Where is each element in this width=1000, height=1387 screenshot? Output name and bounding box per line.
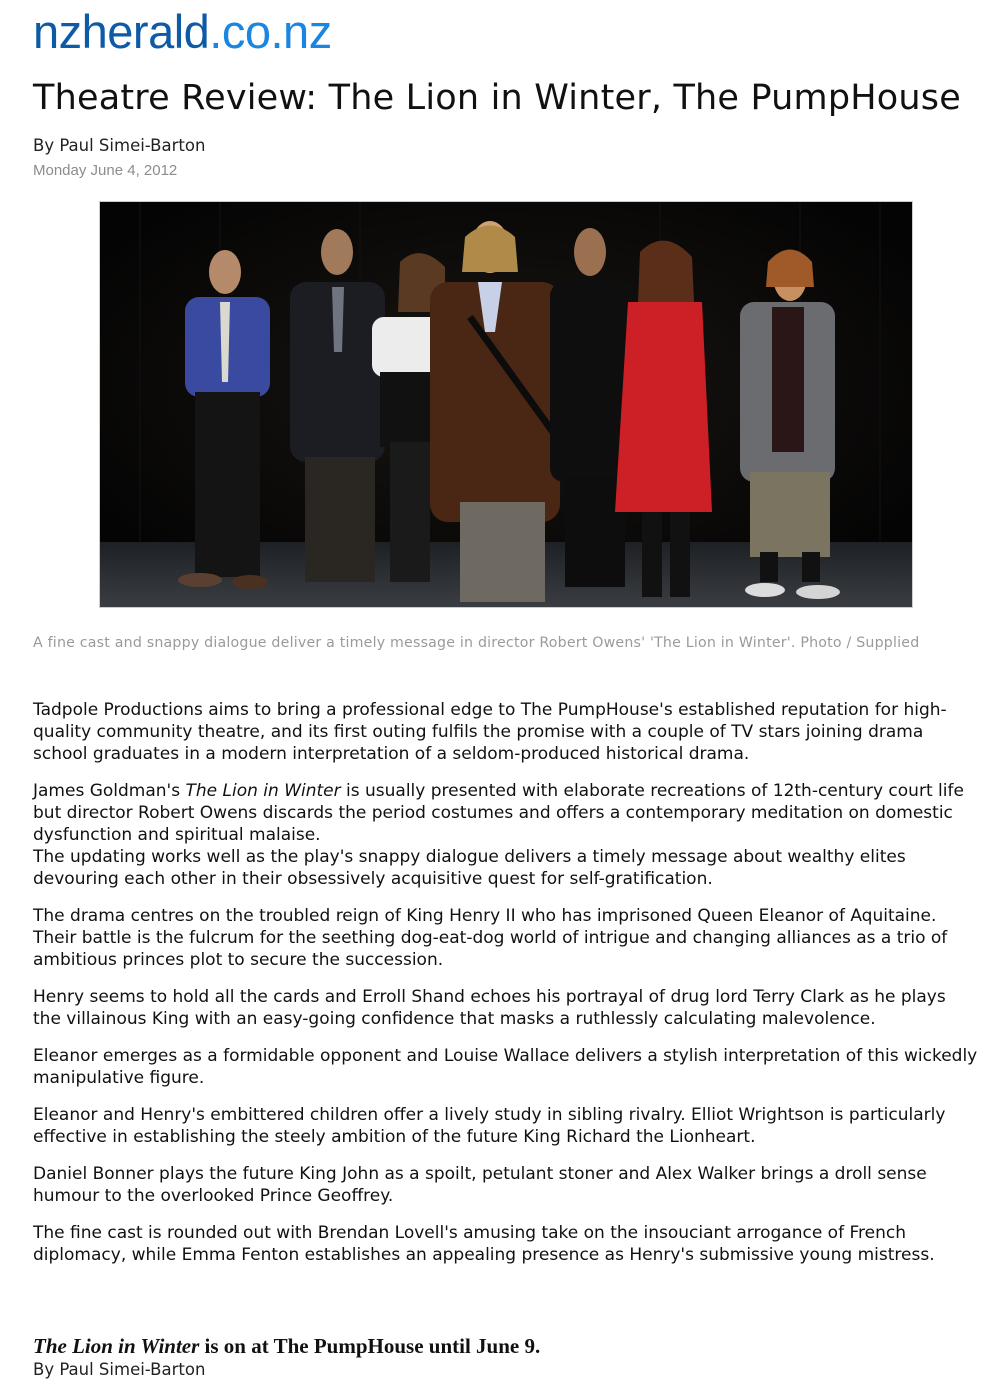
paragraph-text: is usually presented with elaborate recreations of 12th-century court life but director Robert Owens discards the period costumes and offers a contemporary meditation on domestic dysfunction and spiritual malaise. xyxy=(33,781,964,845)
article-byline: By Paul Simei-Barton xyxy=(33,136,206,155)
show-dates: is on at The PumpHouse until June 9. xyxy=(199,1334,541,1358)
play-title: The Lion in Winter xyxy=(185,781,341,801)
article-paragraph xyxy=(33,780,978,846)
cast-photo-illustration xyxy=(100,202,912,607)
article-paragraph: The fine cast is rounded out with Brendan Lovell's amusing take on the insouciant arrogance of French diplomacy, while Emma Fenton establishes an appealing presence as Henry's submissive young mistress. xyxy=(33,1223,935,1265)
article-paragraph: The updating works well as the play's snappy dialogue delivers a timely message about wealthy elites devouring each other in their obsessively acquisitive quest for self-gratification. xyxy=(33,847,906,889)
article-paragraph: Eleanor emerges as a formidable opponent and Louise Wallace delivers a stylish interpretation of this wickedly manipulative figure. xyxy=(33,1046,978,1088)
article-date: Monday June 4, 2012 xyxy=(33,162,178,179)
logo-brand: nzherald xyxy=(33,5,210,58)
article-paragraph: Eleanor and Henry's embittered children offer a lively study in sibling rivalry. Elliot Wrightson is particularly effective in establishing the steely ambition of the future King Richard the Lionheart. xyxy=(33,1105,946,1147)
site-logo[interactable] xyxy=(33,6,332,58)
show-info xyxy=(33,1333,540,1359)
article-paragraph: Daniel Bonner plays the future King John as a spoilt, petulant stoner and Alex Walker brings a droll sense humour to the overlooked Prince Geoffrey. xyxy=(33,1164,927,1206)
article-signoff: By Paul Simei-Barton xyxy=(33,1360,206,1379)
article-photo xyxy=(99,201,913,608)
play-title: The Lion in Winter xyxy=(33,1334,200,1358)
photo-caption: A fine cast and snappy dialogue deliver a timely message in director Robert Owens' 'The Lion in Winter'. Photo / Supplied xyxy=(33,635,920,651)
logo-tld: .co.nz xyxy=(209,5,332,58)
article-paragraph: Tadpole Productions aims to bring a professional edge to The PumpHouse's established reputation for high-quality community theatre, and its first outing fulfils the promise with a couple of TV stars joining drama school graduates in a modern interpretation of a seldom-produced historical drama. xyxy=(33,700,947,764)
article-paragraph: Henry seems to hold all the cards and Erroll Shand echoes his portrayal of drug lord Terry Clark as he plays the villainous King with an easy-going confidence that masks a ruthlessly calculating malevolence. xyxy=(33,987,946,1029)
article-paragraph: The drama centres on the troubled reign of King Henry II who has imprisoned Queen Eleanor of Aquitaine. Their battle is the fulcrum for the seething dog-eat-dog world of intrigue and changing alliances as a trio of ambitious princes plot to secure the succession. xyxy=(33,906,948,970)
article-headline: Theatre Review: The Lion in Winter, The PumpHouse xyxy=(33,78,961,118)
article-body xyxy=(33,699,978,1281)
paragraph-text: James Goldman's xyxy=(33,781,186,801)
